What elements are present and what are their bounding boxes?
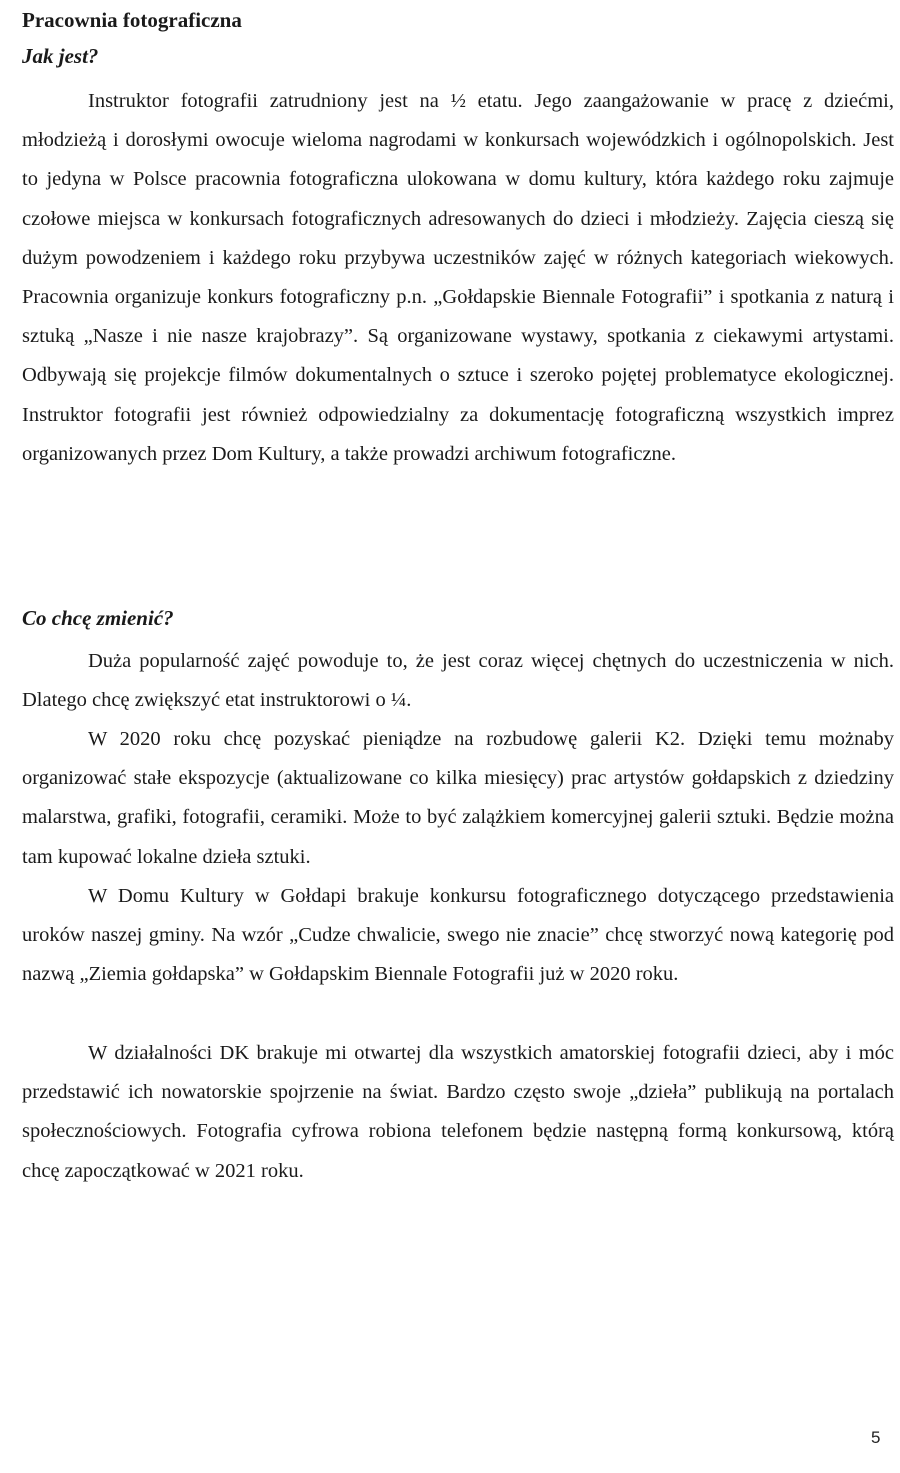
paragraph-children-photography: W działalności DK brakuje mi otwartej dla wszystkich amatorskiej fotografii dzieci, aby i móc przedstawić ich nowatorskie spojrzenie na świat. Bardzo często swoje „dzieła” publikują na portalach społecznościowych. Fotografia cyfrowa robiona telefonem będzie następną formą konkursową, którą chcę zapoczątkować w 2021 roku. — [22, 1042, 894, 1182]
paragraph-photo-contest: W Domu Kultury w Gołdapi brakuje konkursu fotograficznego dotyczącego przedstawienia uroków naszej gminy. Na wzór „Cudze chwalicie, swego nie znacie” chcę stworzyć nową kategorię pod nazwą „Ziemia gołdapska” w Gołdapskim Biennale Fotografii już w 2020 roku. — [22, 885, 894, 986]
document-title: Pracownia fotograficzna — [22, 8, 242, 32]
page-number: 5 — [871, 1428, 881, 1447]
paragraph-instructor-position: Duża popularność zajęć powoduje to, że jest coraz więcej chętnych do uczestniczenia w nich. Dlatego chcę zwiększyć etat instruktorowi o ¼. — [22, 650, 894, 712]
paragraph-current-state: Instruktor fotografii zatrudniony jest na ½ etatu. Jego zaangażowanie w pracę z dziećmi, młodzieżą i dorosłymi owocuje wieloma nagrodami w konkursach wojewódzkich i ogólnopolskich. Jest to jedyna w Polsce pracownia fotograficzna ulokowana w domu kultury, która każdego roku zajmuje czołowe miejsca w konkursach fotograficznych adresowanych do dzieci i młodzieży. Zajęcia cieszą się dużym powodzeniem i każdego roku przybywa uczestników zajęć w różnych kategoriach wiekowych. Pracownia organizuje konkurs fotograficzny p.n. „Gołdapskie Biennale Fotografii” i spotkania z naturą i sztuką „Nasze i nie nasze krajobrazy”. Są organizowane wystawy, spotkania z ciekawymi artystami. Odbywają się projekcje filmów dokumentalnych o sztuce i szeroko pojętej problematyce ekologicznej. Instruktor fotografii jest również odpowiedzialny za dokumentację fotograficzną wszystkich imprez organizowanych przez Dom Kultury, a także prowadzi archiwum fotograficzne. — [22, 90, 894, 465]
section-heading-current-state: Jak jest? — [22, 44, 99, 68]
section-heading-planned-changes: Co chcę zmienić? — [22, 606, 174, 630]
paragraph-gallery-k2: W 2020 roku chcę pozyskać pieniądze na rozbudowę galerii K2. Dzięki temu możnaby organizować stałe ekspozycje (aktualizowane co kilka miesięcy) prac artystów gołdapskich z dziedziny malarstwa, grafiki, fotografii, ceramiki. Może to być zalążkiem komercyjnej galerii sztuki. Będzie można tam kupować lokalne dzieła sztuki. — [22, 728, 894, 868]
